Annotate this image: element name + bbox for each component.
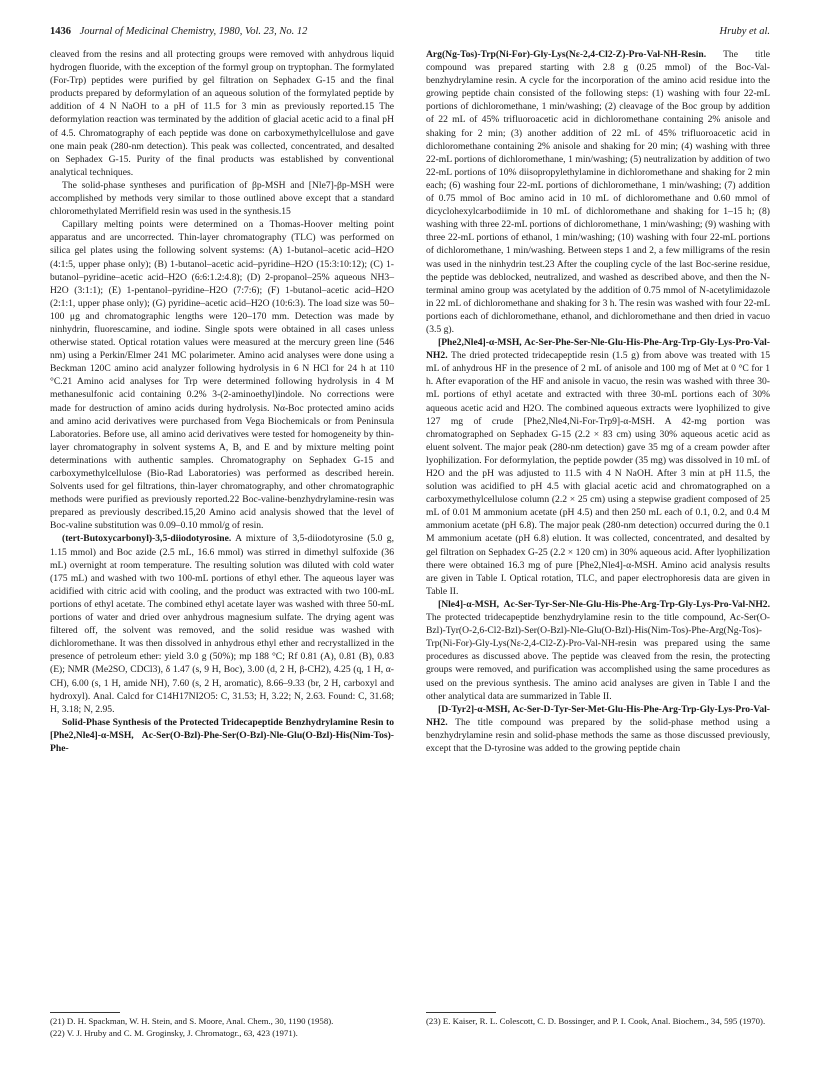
section-body: The dried protected tridecapeptide resin (1.5 g) from above was treated with 15 mL of anhydrous HF in the presence of 2 mL of anisole and 100 mg of Met at 0 °C for 1 h. After evaporation of the HF and anisole in vacuo, the resin was washed with three 30-mL portions of ethyl acetate and extracted with three 30-mL portions each of 30% aqueous acetic acid and H2O. The combined aqueous extracts were lyophilized to give 127 mg of crude [Phe2,Nle4,Ni-For-Trp9]-α-MSH. A 42-mg portion was chromatographed on Sephadex G-15 (2.2 × 83 cm) using 30% aqueous acetic acid as eluent solvent. The major peak (280-nm detection) gave 35 mg of a cream powder after lyophilization. For deformylation, the peptide powder (35 mg) was dissolved in 10 mL of H2O and the pH was adjusted to 11.5 with 4 N NaOH. After 3 min at pH 11.5, the solution was acidified to pH 4.5 with glacial acetic acid and chromatographed on a carboxymethylcellulose column (2.2 × 25 cm) using a stepwise gradient composed of 25 mL of 0.01 M ammonium acetate (pH 4.5) and then 250 mL each of 0.1, 0.2, and 0.4 M ammonium acetate (pH 6.8). The major peak (280-nm detection) occurred during the 0.1 M ammonium acetate (pH 6.8) elution. It was collected, concentrated, and desalted by gel filtration on Sephadex G-25 (2.2 × 120 cm) in 30% aqueous acid. After lyophilization there were obtained 16.3 mg of pure [Phe2,Nle4]-α-MSH. Amino acid analysis results are given in Table I. Optical rotation, TLC, and paper electrophoresis data are given in Table II. xyxy=(426,350,770,597)
right-column xyxy=(426,48,770,755)
section-heading: Solid-Phase Synthesis of the Protected Tridecapeptide Benzhydrylamine Resin to [Phe2,Nle4]-α-MSH, Ac-Ser(O-Bzl)-Phe-Ser(O-Bzl)-Nle-Glu(O-Bzl)-His(Nim-Tos)-Phe- xyxy=(50,716,394,754)
footnote-22: (22) V. J. Hruby and C. M. Groginsky, J. Chromatogr., 63, 423 (1971). xyxy=(50,1027,298,1038)
footnote-rule-right xyxy=(426,1012,496,1013)
footnote-rule-left xyxy=(50,1012,120,1013)
paragraph-resin-synthesis xyxy=(426,48,770,336)
paragraph-beta-msh: The solid-phase syntheses and purification of βp-MSH and [Nle7]-βp-MSH were accomplished by methods very similar to those outlined above except that a standard chloromethylated Merrifield resin was used in the synthesis.15 xyxy=(50,179,394,218)
section-body: A mixture of 3,5-diiodotyrosine (5.0 g, 1.15 mmol) and Boc azide (2.5 mL, 16.6 mmol) was stirred in dimethyl sulfoxide (36 mL) overnight at room temperature. The resulting solution was diluted with cold water (175 mL) and washed with two 100-mL portions of ethyl ether. The aqueous layer was acidified with citric acid with cooling, and the product was extracted with two 100-mL portions of ethyl acetate. The combined ethyl acetate layer was washed with three 50-mL portions of water and dried over anhydrous magnesium sulfate. The drying agent was filtered off, the solvent was removed, and the solid residue was washed with dichloromethane. It was then dissolved in anhydrous ethyl ether and recrystallized in the presence of petroleum ether: yield 3.0 g (50%); mp 188 °C; Rf 0.81 (A), 0.81 (B), 0.83 (E); NMR (Me2SO, CDCl3), δ 1.47 (s, 9 H, Boc), 3.00 (d, 2 H, β-CH2), 4.25 (q, 1 H, α-CH), 6.00 (s, 1 H, amide NH), 7.60 (s, 2 H, aromatic), 8.66–9.33 (br, 2 H, carboxyl and hydroxyl). Anal. Calcd for C14H17NI2O5: C, 31.53; H, 3.22; N, 2.63. Found: C, 31.68; H, 3.18; N, 2.95. xyxy=(50,533,394,715)
page-number: 1436 xyxy=(50,26,71,37)
paragraph-general-methods: Capillary melting points were determined on a Thomas-Hoover melting point apparatus and are uncorrected. Thin-layer chromatography (TLC) was performed on silica gel plates using the following solvent systems: (A) 1-butanol–acetic acid–H2O (4:1:5, upper phase only); (B) 1-butanol–acetic acid–pyridine–H2O (15:3:10:12); (C) 1-butanol–pyridine–acetic acid–H2O (6:6:1.2:4.8); (D) 2-propanol–25% aqueous NH3–H2O (3:1:1); (E) 1-pentanol–pyridine–H2O (7:7:6); (F) 1-butanol–acetic acid–H2O (2:1:1, upper phase only); (G) pyridine–acetic acid–H2O (10:6:3). The load size was 50–100 μg and chromatographic lengths were 120–170 mm. Detection was made by ninhydrin, fluorescamine, and iodine. Single spots were obtained in all cases unless otherwise stated. Optical rotation values were measured at the mercury green line (546 nm) using a Perkin/Elmer 241 MC polarimeter. Amino acid analyses were done using a Beckman 120C amino acid analyzer following hydrolysis in 6 N HCl for 24 h at 110 °C.21 Amino acid analyses for Trp were determined following hydrolysis in 4 M methanesulfonic acid containing 0.2% 3-(2-aminoethyl)indole. No corrections were made for destruction of amino acids during hydrolysis. Nα-Boc protected amino acids and amino acid derivatives were purchased from Vega Biochemicals or from Peninsula Laboratories. Before use, all amino acid derivatives were tested for homogeneity by thin-layer chromatography in solvent systems A, B, and E and by mixture melting point determinations with authentic samples. Chromatography on Sephadex G-15 and carboxymethylcellulose (Bio-Rad Laboratories) was performed as described herein. Solvents used for gel filtrations, thin-layer chromatography, and other chromatographic methods were purified as previously reported.22 Boc-valine-benzhydrylamine-resin was prepared as previously described.15,20 Amino acid analysis showed that the level of Boc-valine substitution was 0.09–0.10 mmol/g of resin. xyxy=(50,219,394,532)
footnotes-left xyxy=(50,1016,394,1039)
paragraph-boc-diiodotyrosine xyxy=(50,532,394,715)
section-body: The title compound was prepared starting with 2.8 g (0.25 mmol) of the Boc-Val-benzhydrylamine resin. A cycle for the incorporation of the amino acid residue into the growing peptide chain consisted of the following steps: (1) washing with four 22-mL portions of dichloromethane, 1 min/washing; (2) cleavage of the Boc group by addition of 22 mL of 45% trifluoroacetic acid in dichloromethane containing 2% anisole and shaking for 2 min; (3) another addition of 22 mL of 45% trifluoroacetic acid in dichloromethane containing 2% anisole and shaking for 20 min; (4) washing with three 22-mL portions of dichloromethane, 1 min/washing; (5) neutralization by addition of two 22-mL portions of 10% diisopropylethylamine in dichloromethane and shaking for 2 min each; (6) washing four 22-mL portions of dichloromethane, 1 min/washing; (7) addition of 0.75 mmol of Boc amino acid in 10 mL of dichloromethane and 0.60 mmol of dicyclohexylcarbodiimide in 10 mL of dichloromethane and shaking for 1–15 h; (8) washing with three 22-mL portions of dichloromethane, 1 min/washing; (9) washing with three 22-mL portions of ethanol, 1 min/washing; (10) washing with four 22-mL portions of dichloromethane, 1 min/washing. Between steps 1 and 2, a few milligrams of the resin was used in the ninhydrin test.23 After the coupling cycle of the last Boc-serine residue, the peptide was deblocked, neutralized, and washed as described above, and then the N-terminal amino group was acetylated by the addition of 0.75 mmol of N-acetylimidazole in 22 mL of dichloromethane and shaking for 3 h. The resin was washed with four 22-mL portions each of dichloromethane, ethanol, and dichloromethane and then dried in vacuo (3.5 g). xyxy=(426,49,770,335)
running-authors: Hruby et al. xyxy=(719,26,770,37)
section-heading: [D-Tyr2]-α-MSH, Ac-Ser-D-Tyr-Ser-Met-Glu-His-Phe-Arg-Trp-Gly-Lys-Pro-Val-NH2. xyxy=(426,703,770,728)
journal-citation: Journal of Medicinal Chemistry, 1980, Vol. 23, No. 12 xyxy=(79,26,308,37)
section-heading: [Phe2,Nle4]-α-MSH, Ac-Ser-Phe-Ser-Nle-Glu-His-Phe-Arg-Trp-Gly-Lys-Pro-Val-NH2. xyxy=(426,337,770,362)
footnotes-right xyxy=(426,1016,770,1028)
paragraph-d-tyr2-msh xyxy=(426,703,770,755)
paragraph-solid-phase-heading xyxy=(50,716,394,755)
section-body: The title compound was prepared by the solid-phase method using a benzhydrylamine resin and solid-phase methods the same as those discussed previously, except that the D-tyrosine was added to the growing peptide chain xyxy=(426,716,770,754)
left-column xyxy=(50,48,394,755)
page-header xyxy=(50,26,770,44)
paragraph-nle4-msh xyxy=(426,598,770,703)
footnote-21: (21) D. H. Spackman, W. H. Stein, and S. Moore, Anal. Chem., 30, 1190 (1958). xyxy=(50,1016,334,1026)
header-left xyxy=(50,26,307,37)
section-heading: [Nle4]-α-MSH, Ac-Ser-Tyr-Ser-Nle-Glu-His-Phe-Arg-Trp-Gly-Lys-Pro-Val-NH2. xyxy=(438,598,770,610)
section-body: The protected tridecapeptide benzhydrylamine resin to the title compound, Ac-Ser(O-Bzl)-Tyr(O-2,6-Cl2-Bzl)-Ser(O-Bzl)-Nle-Glu(O-Bzl)-His(Nim-Tos)-Phe-Arg(Ng-Tos)-Trp(Ni-For)-Gly-Lys(Nε-2,4-Cl2-Z)-Pro-Val-NH-resin was prepared using the same procedures as discussed above. The peptide was cleaved from the resin, the protecting groups were removed, and purification was accomplished using the same procedures as used on the previous synthesis. The amino acid analyses are given in Table I and the other analytical data are summarized in Table II. xyxy=(426,612,770,702)
paragraph-methods-continued: cleaved from the resins and all protecting groups were removed with anhydrous liquid hydrogen fluoride, with the exception of the formyl group on tryptophan. The formylated (For-Trp) peptides were purified by gel filtration on Sephadex G-15 and the final products prepared by deformylation of an aqueous solution of the formylated peptide by addition of 4 N NaOH to a pH of 11.5 for 3 min as previously reported.15 The deformylation reaction was terminated by the addition of glacial acetic acid to a final pH of 4.5. Chromatography of each peptide was done on carboxymethylcellulose and gave one main peak (280-nm detection). This peak was collected, concentrated, and desalted on Sephadex G-15. Purity of the final products was established by conventional analytical techniques. xyxy=(50,49,394,178)
paragraph-phe2-nle4-msh xyxy=(426,336,770,598)
section-heading: Arg(Ng-Tos)-Trp(Ni-For)-Gly-Lys(Nε-2,4-Cl2-Z)-Pro-Val-NH-Resin. xyxy=(426,49,707,60)
footnote-23: (23) E. Kaiser, R. L. Colescott, C. D. Bossinger, and P. I. Cook, Anal. Biochem., 34, 595 (1970). xyxy=(426,1016,766,1026)
section-heading: (tert-Butoxycarbonyl)-3,5-diiodotyrosine. xyxy=(62,533,232,545)
